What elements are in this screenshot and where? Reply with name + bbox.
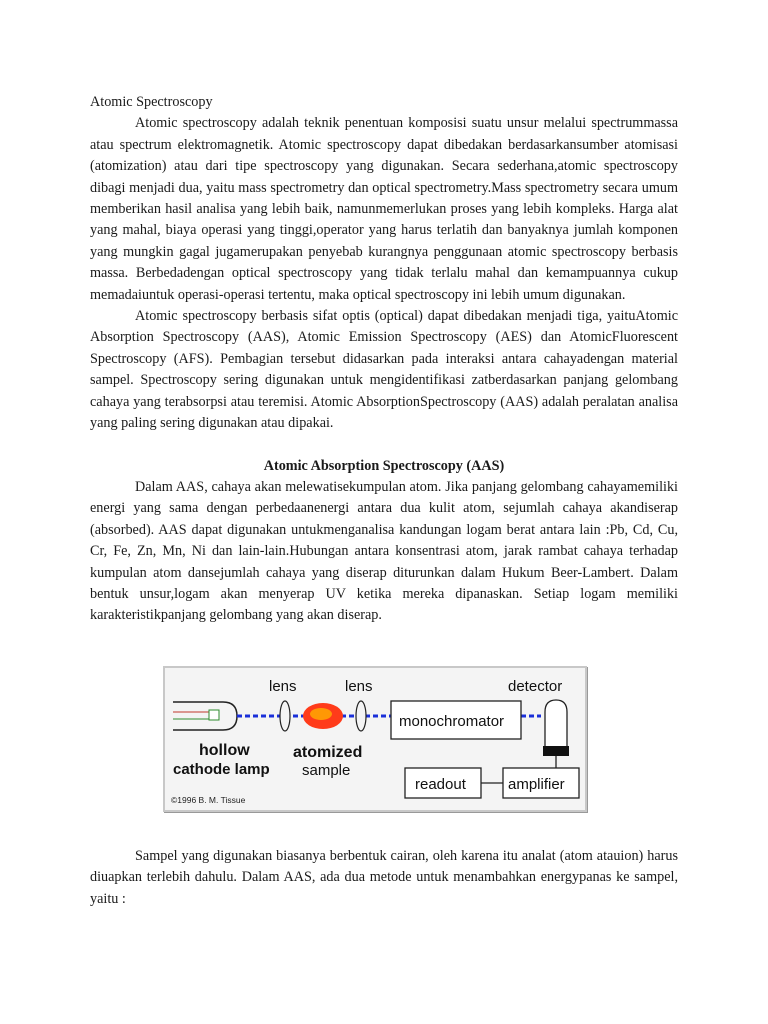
document-title: Atomic Spectroscopy — [90, 94, 213, 110]
label-readout: readout — [415, 776, 466, 793]
label-lens-left: lens — [269, 678, 297, 695]
label-hollow: hollow — [199, 742, 250, 759]
section-heading-aas: Atomic Absorption Spectroscopy (AAS) — [263, 457, 505, 474]
paragraph-intro: Atomic spectroscopy adalah teknik penentuan komposisi suatu unsur melalui spectrummassa atau spectrum elektromagnetik. Atomic spectroscopy dapat dibedakan berdasarkansumber atomisasi (atomization) atau dari tipe spectroscopy yang digunakan. Secara sederhana,atomic spectroscopy dibagi menjadi dua, yaitu mass spectrometry dan optical spectrometry.Mass spectrometry secara umum memberikan hasil analisa yang lebih baik, namunmemerlukan proses yang lebih kompleks. Harga alat yang mahal, biaya operasi yang tinggi,operator yang harus terlatih dan banyaknya jumlah komponen yang mungkin gagal jugamerupakan penyebab kurangnya penggunaan atomic spectroscopy berbasis massa. Berbedadengan optical spectroscopy yang tidak terlalu mahal dan kemampuannya cukup memadaiuntuk operasi-operasi tertentu, maka optical spectroscopy ini lebih umum digunakan. — [90, 115, 678, 303]
label-atomized: atomized — [293, 744, 363, 761]
detector-base — [543, 746, 569, 756]
label-cathode-lamp: cathode lamp — [173, 761, 270, 778]
label-monochromator: monochromator — [399, 713, 505, 730]
document-body-continued — [90, 846, 678, 910]
paragraph-aas: Dalam AAS, cahaya akan melewatisekumpulan atom. Jika panjang gelombang cahayamemiliki energi yang sama dengan perbedaanenergi antara dua kulit atom, sejumlah cahaya akandiserap (absorbed). AAS dapat digunakan untukmenganalisa kandungan logam berat antara lain :Pb, Cd, Cu, Cr, Fe, Zn, Mn, Ni dan lain-lain.Hubungan antara konsentrasi atom, jarak rambat cahaya terhadap kumpulan atom dansejumlah cahaya yang diserap diturunkan dalam Hukum Beer-Lambert. Dalam bentuk unsur,logam akan menyerap UV ketika mereka dipanaskan. Setiap logam memiliki karakteristikpanjang gelombang yang akan diserap. — [90, 478, 678, 624]
hollow-cathode-lamp-shape — [173, 702, 237, 730]
document-body — [90, 92, 678, 627]
label-detector: detector — [508, 678, 563, 695]
lens-left-shape — [280, 701, 290, 731]
aas-diagram — [163, 666, 587, 812]
detector-shape — [545, 700, 567, 746]
label-sample: sample — [302, 762, 351, 779]
label-lens-right: lens — [345, 678, 373, 695]
lens-right-shape — [356, 701, 366, 731]
flame-core — [310, 708, 332, 720]
paragraph-sample: Sampel yang digunakan biasanya berbentuk cairan, oleh karena itu analat (atom atauion) harus diuapkan terlebih dahulu. Dalam AAS, ada dua metode untuk menambahkan energypanas ke sampel, yaitu : — [90, 848, 678, 907]
figure-copyright: ©1996 B. M. Tissue — [171, 795, 246, 805]
label-amplifier: amplifier — [508, 776, 565, 793]
paragraph-optical: Atomic spectroscopy berbasis sifat optis (optical) dapat dibedakan menjadi tiga, yaituAtomic Absorption Spectroscopy (AAS), Atomic Emission Spectroscopy (AES) dan AtomicFluorescent Spectroscopy (AFS). Pembagian tersebut didasarkan pada interaksi antara cahayadengan material sampel. Spectroscopy sering digunakan untuk mengidentifikasi zatberdasarkan panjang gelombang cahaya yang terabsorpsi atau teremisi. Atomic AbsorptionSpectroscopy (AAS) adalah peralatan analisa yang paling sering digunakan atau dipakai. — [90, 308, 678, 432]
